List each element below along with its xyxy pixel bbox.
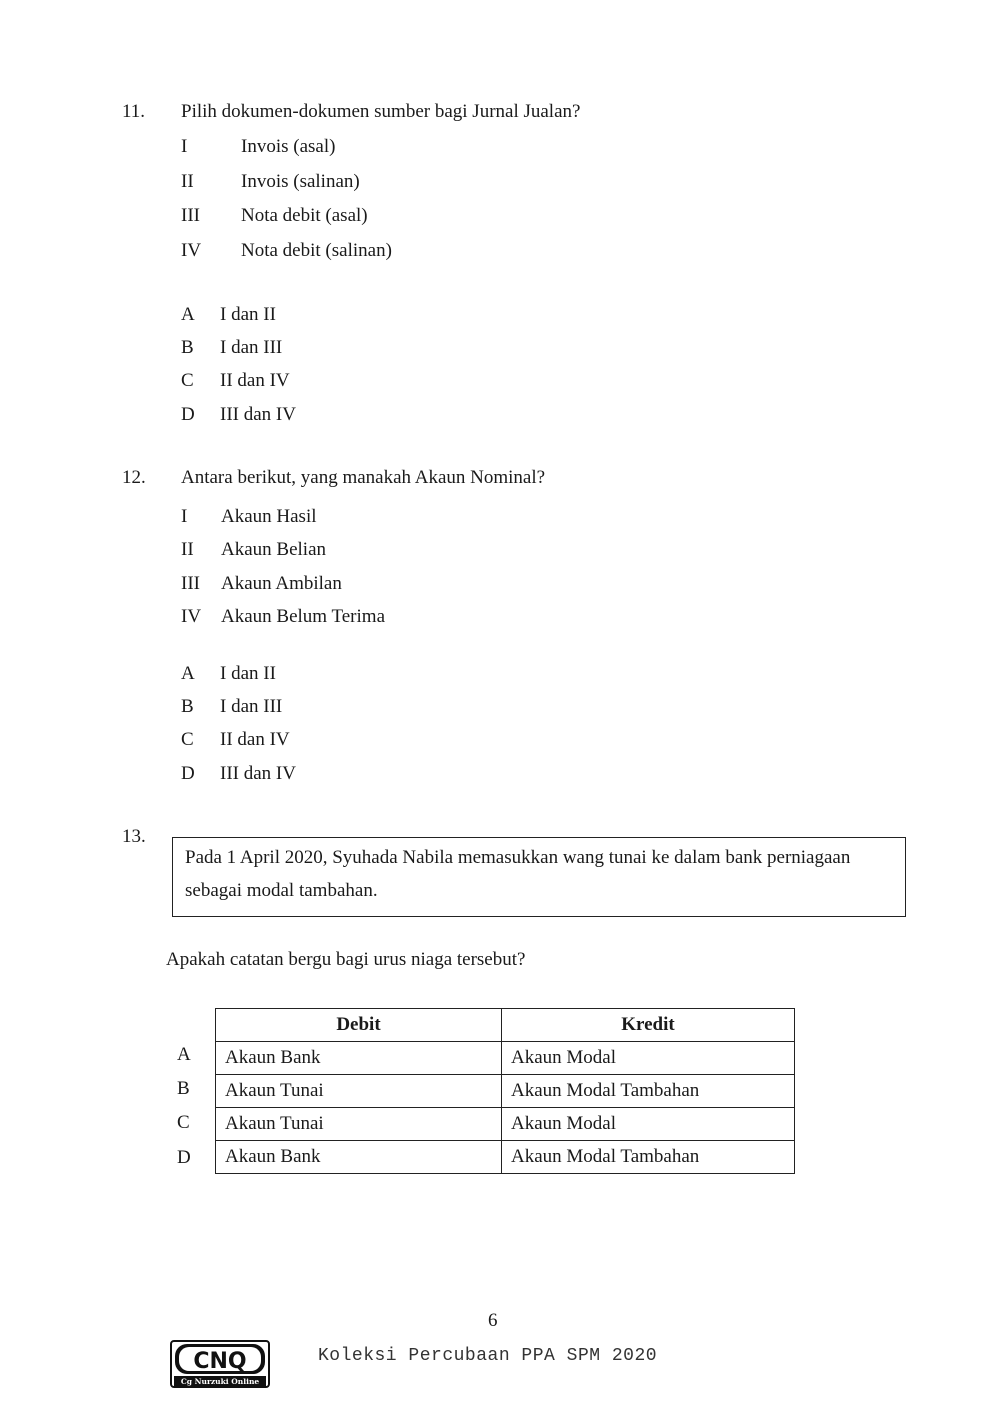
q12-statement-numeral: II: [181, 539, 194, 560]
q12-option-letter: C: [181, 729, 194, 750]
table-row: [216, 1108, 795, 1141]
q11-statement-numeral: II: [181, 171, 194, 192]
q13-row-letter: B: [177, 1078, 190, 1099]
q12-option-letter: D: [181, 763, 195, 784]
q11-option-text: II dan IV: [220, 370, 290, 391]
debit-header: Debit: [216, 1009, 502, 1042]
debit-cell: Akaun Bank: [216, 1141, 502, 1174]
q12-statement-text: Akaun Ambilan: [221, 573, 342, 594]
q13-row-letter: D: [177, 1147, 191, 1168]
q11-option-letter: B: [181, 337, 194, 358]
q13-row-letter: C: [177, 1112, 190, 1133]
table-row: [216, 1042, 795, 1075]
table-header-row: [216, 1009, 795, 1042]
collection-label: Koleksi Percubaan PPA SPM 2020: [318, 1346, 658, 1366]
q12-statement-text: Akaun Hasil: [221, 506, 317, 527]
q11-number: 11.: [122, 101, 146, 122]
q11-option-text: I dan II: [220, 304, 276, 325]
debit-cell: Akaun Tunai: [216, 1108, 502, 1141]
cnq-logo: [170, 1340, 270, 1388]
page-number: 6: [488, 1310, 498, 1331]
q11-statement-numeral: III: [181, 205, 200, 226]
q11-option-letter: C: [181, 370, 194, 391]
q12-option-text: III dan IV: [220, 763, 296, 784]
logo-text: CNQ: [193, 1349, 247, 1374]
q12-number: 12.: [122, 467, 146, 488]
q12-statement-numeral: I: [181, 506, 188, 527]
debit-cell: Akaun Tunai: [216, 1075, 502, 1108]
q13-scenario-line-1: Pada 1 April 2020, Syuhada Nabila memasukkan wang tunai ke dalam bank perniagaan: [185, 847, 851, 868]
q11-statement-text: Nota debit (salinan): [241, 240, 392, 261]
q12-question: Antara berikut, yang manakah Akaun Nominal?: [181, 467, 546, 488]
q13-scenario-box: [172, 837, 906, 917]
q12-option-text: II dan IV: [220, 729, 290, 750]
q11-option-text: III dan IV: [220, 404, 296, 425]
table-row: [216, 1141, 795, 1174]
q12-option-text: I dan III: [220, 696, 283, 717]
q13-number: 13.: [122, 826, 146, 847]
kredit-cell: Akaun Modal Tambahan: [502, 1075, 795, 1108]
q11-statement-numeral: IV: [181, 240, 202, 261]
q13-scenario-line-2: sebagai modal tambahan.: [185, 880, 378, 901]
q12-statement-text: Akaun Belum Terima: [221, 606, 386, 627]
kredit-header: Kredit: [502, 1009, 795, 1042]
q11-option-letter: A: [181, 304, 195, 325]
q12-statement-numeral: III: [181, 573, 200, 594]
kredit-cell: Akaun Modal: [502, 1042, 795, 1075]
cnq-logo-graphic: [170, 1340, 270, 1388]
q12-statement-numeral: IV: [181, 606, 202, 627]
q11-question: Pilih dokumen-dokumen sumber bagi Jurnal Jualan?: [181, 101, 581, 122]
q13-answer-table: [215, 1008, 795, 1174]
q13-question: Apakah catatan bergu bagi urus niaga tersebut?: [166, 949, 526, 970]
logo-subtext: Cg Nurzuki Online: [180, 1377, 260, 1386]
q12-statement-text: Akaun Belian: [221, 539, 327, 560]
q11-statement-numeral: I: [181, 136, 188, 157]
q11-option-text: I dan III: [220, 337, 283, 358]
q11-option-letter: D: [181, 404, 195, 425]
q12-option-text: I dan II: [220, 663, 276, 684]
q11-statement-text: Nota debit (asal): [241, 205, 368, 226]
q12-option-letter: A: [181, 663, 195, 684]
q11-statement-text: Invois (asal): [241, 136, 336, 157]
q12-option-letter: B: [181, 696, 194, 717]
q13-row-letter: A: [177, 1044, 191, 1065]
debit-cell: Akaun Bank: [216, 1042, 502, 1075]
kredit-cell: Akaun Modal: [502, 1108, 795, 1141]
kredit-cell: Akaun Modal Tambahan: [502, 1141, 795, 1174]
q11-statement-text: Invois (salinan): [241, 171, 360, 192]
table-row: [216, 1075, 795, 1108]
